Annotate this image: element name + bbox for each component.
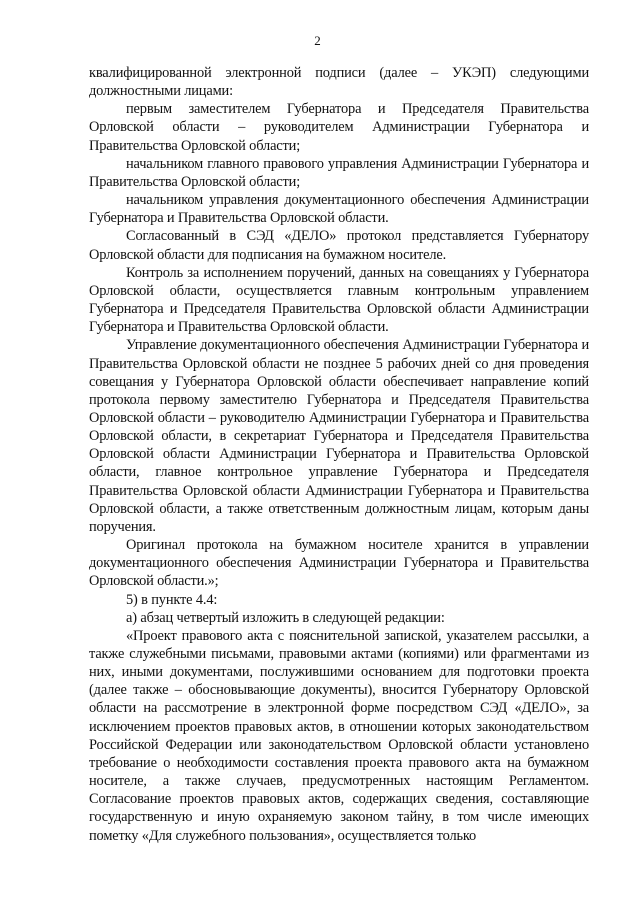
paragraph: начальником управления документационного обеспечения Администрации Губернатора и Правительства Орловской области.: [89, 192, 589, 227]
document-body: [89, 64, 589, 845]
paragraph: квалифицированной электронной подписи (далее – УКЭП) следующими должностными лицами:: [89, 65, 589, 100]
paragraph: Контроль за исполнением поручений, данных на совещаниях у Губернатора Орловской области, осуществляется главным контрольным управлением Губернатора и Председателя Правительства Орловской области Администрации Губернатора и Правительства Орловской области.: [89, 264, 589, 336]
paragraph: а) абзац четвертый изложить в следующей редакции:: [126, 609, 445, 626]
paragraph: 5) в пункте 4.4:: [126, 591, 218, 608]
paragraph: Согласованный в СЭД «ДЕЛО» протокол представляется Губернатору Орловской области для подписания на бумажном носителе.: [89, 228, 589, 263]
page-number: 2: [314, 33, 321, 48]
paragraph: начальником главного правового управления Администрации Губернатора и Правительства Орловской области;: [89, 155, 589, 190]
paragraph: первым заместителем Губернатора и Председателя Правительства Орловской области – руководителем Администрации Губернатора и Правительства Орловской области;: [89, 101, 589, 154]
paragraph: «Проект правового акта с пояснительной запиской, указателем рассылки, а также служебными письмами, правовыми актами (копиями) или фрагментами из них, иными документами, послужившими основанием для подготовки проекта (далее также – обосновывающие документы), вносится Губернатору Орловской области на рассмотрение в электронной форме посредством СЭД «ДЕЛО», за исключением проектов правовых актов, в отношении которых законодательством Российской Федерации или законодательством Орловской области установлено требование о необходимости составления проекта правового акта на бумажном носителе, а также случаев, предусмотренных настоящим Регламентом. Согласование проектов правовых актов, содержащих сведения, составляющие государственную и иную охраняемую законом тайну, в том числе имеющих пометку «Для служебного пользования», осуществляется только: [89, 627, 589, 844]
paragraph: Оригинал протокола на бумажном носителе хранится в управлении документационного обеспечения Администрации Губернатора и Правительства Орловской области.»;: [89, 537, 589, 590]
paragraph: Управление документационного обеспечения Администрации Губернатора и Правительства Орловской области не позднее 5 рабочих дней со дня проведения совещания у Губернатора Орловской области обеспечивает направление копий протокола первому заместителю Губернатора и Председателя Правительства Орловской области – руководителю Администрации Губернатора и Правительства Орловской области, в секретариат Губернатора и Председателя Правительства Орловской области Администрации Губернатора и Правительства Орловской области, главное контрольное управление Губернатора и Председателя Правительства Орловской области Администрации Губернатора и Правительства Орловской области, а также ответственным должностным лицам, которым даны поручения.: [89, 337, 589, 535]
